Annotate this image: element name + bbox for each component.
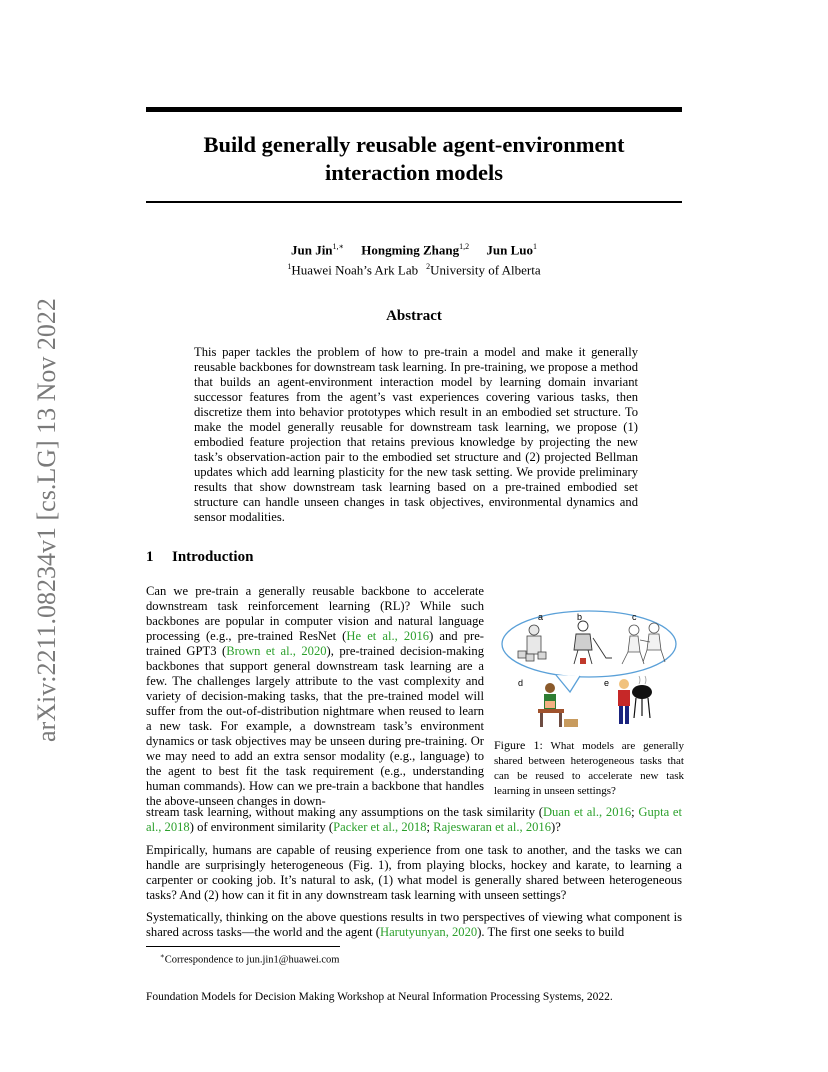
footnote-rule	[146, 946, 340, 947]
bubble-tail	[556, 675, 580, 692]
intro-paragraph-1-continued	[146, 805, 682, 835]
intro-paragraph-1	[146, 584, 484, 809]
affiliation-1-mark: 1	[287, 262, 292, 272]
footnote-text: Correspondence to jun.jin1@huawei.com	[164, 954, 340, 966]
text-run: ;	[426, 820, 434, 834]
panel-label-d: d	[518, 678, 524, 688]
section-number: 1	[146, 549, 154, 565]
arxiv-identifier: arXiv:2211.08234v1 [cs.LG] 13 Nov 2022	[32, 298, 61, 742]
title-bottom-rule	[146, 201, 682, 203]
venue-footer: Foundation Models for Decision Making Workshop at Neural Information Processing Systems, 2022.	[146, 991, 613, 1003]
text-run: Can we pre-train a generally reusable backbone to accelerate downstream task reinforcement learning (RL)? While such backbones are popular in computer vision and natural language processing (e.g., pre-trained ResNet (	[146, 584, 484, 643]
panel-label-a: a	[538, 612, 544, 622]
citation-link[interactable]: Brown et al., 2020	[226, 644, 327, 658]
section-title: Introduction	[172, 549, 254, 565]
footnote	[160, 950, 339, 967]
text-run: )?	[551, 820, 561, 834]
text-run: ). The first one seeks to build	[477, 925, 625, 939]
citation-link[interactable]: Duan et al., 2016	[542, 805, 632, 819]
caption-label: Figure 1:	[494, 738, 543, 752]
text-run: ) of environment similarity (	[189, 820, 334, 834]
affiliation-2-mark: 2	[426, 262, 431, 272]
intro-paragraph-2: Empirically, humans are capable of reusing experience from one task to another, and the tasks we can handle are surprisingly heterogeneous (Fig. 1), from playing blocks, hockey and karate, to learning a carpenter or cooking job. It’s natural to ask, (1) what model is generally shared between heterogeneous tasks? And (2) how can it fit in any downstream task learning with unseen settings?	[146, 843, 682, 902]
text-run: stream task learning, without making any assumptions on the task similarity (	[146, 805, 543, 819]
caption-text: What models are generally shared between heterogeneous tasks that can be reused to accelerate new task learning in unseen settings?	[494, 740, 684, 797]
abstract-heading: Abstract	[386, 308, 442, 324]
author-2: Hongming Zhang	[361, 242, 460, 258]
affiliation-1: Huawei Noah’s Ark Lab	[291, 262, 419, 278]
title-line-1: Build generally reusable agent-environment	[203, 132, 625, 157]
text-run: Systematically, thinking on the above questions results in two perspectives of viewing what component is shared across tasks—the world and the agent (	[146, 910, 682, 939]
panel-label-b: b	[577, 612, 583, 622]
citation-link[interactable]: Rajeswaran et al., 2016	[433, 820, 552, 834]
intro-paragraph-3	[146, 910, 682, 940]
affiliation-2: University of Alberta	[430, 262, 541, 278]
author-names	[146, 238, 682, 258]
paper-title	[146, 131, 682, 187]
citation-link[interactable]: Harutyunyan, 2020	[379, 925, 478, 939]
figure-1-caption	[494, 738, 684, 799]
abstract-text: This paper tackles the problem of how to pre-train a model and make it generally reusable backbones for downstream task learning. In pre-training, we propose a method that builds an agent-environment interaction model by learning domain invariant successor features from the agent’s vast experiences covering various tasks, then discretize them into behavior prototypes which result in an embodied set structure. To make the model generally reusable for downstream task learning, we propose (1) embodied feature projection that retains previous knowledge by projecting the new task’s observation-action pair to the embodied set structure and (2) projected Bellman updates which add learning plasticity for the new task setting. We provide preliminary results that show downstream task learning based on a pre-trained embodied set structure can handle unseen changes in task objectives, environmental dynamics and sensor modalities.	[194, 345, 638, 524]
cooking-illustration	[618, 676, 652, 724]
author-3-affil: 1	[533, 242, 538, 251]
author-3: Jun Luo	[486, 242, 534, 258]
author-1-affil: 1,∗	[332, 242, 344, 251]
text-run: ), pre-trained decision-making backbones that support general downstream task learning are a few. The challenges largely attribute to the vast complexity and variety of decision-making tasks, that the pre-trained model will suffer from the out-of-distribution nightmare when reused to learn a new task. For example, a downstream task’s environment dynamics or task objectives may be unseen during pre-training. Or we may need to add an extra sensor modality (e.g., language) to the agent to best fit the task requirement (e.g., understanding human commands). How can we pre-train a backbone that handles the above-unseen changes in down-	[146, 644, 485, 808]
citation-link[interactable]: Packer et al., 2018	[333, 820, 427, 834]
title-line-2: interaction models	[324, 160, 504, 185]
text-run: ;	[631, 805, 639, 819]
panel-label-e: e	[604, 678, 610, 688]
citation-link[interactable]: He et al., 2016	[346, 629, 430, 643]
author-1: Jun Jin	[290, 242, 333, 258]
footnote-mark: ∗	[160, 952, 165, 960]
panel-label-c: c	[632, 612, 637, 622]
figure-1	[494, 606, 684, 731]
citation-link[interactable]: Gupta et al., 2018	[146, 805, 682, 834]
title-top-rule	[146, 107, 682, 112]
author-2-affil: 1,2	[459, 242, 470, 251]
section-heading	[146, 549, 253, 566]
figure-1-illustration	[494, 606, 684, 731]
text-run: ) and pre-trained GPT3 (	[146, 629, 485, 658]
affiliations	[146, 258, 682, 278]
author-block	[146, 238, 682, 279]
